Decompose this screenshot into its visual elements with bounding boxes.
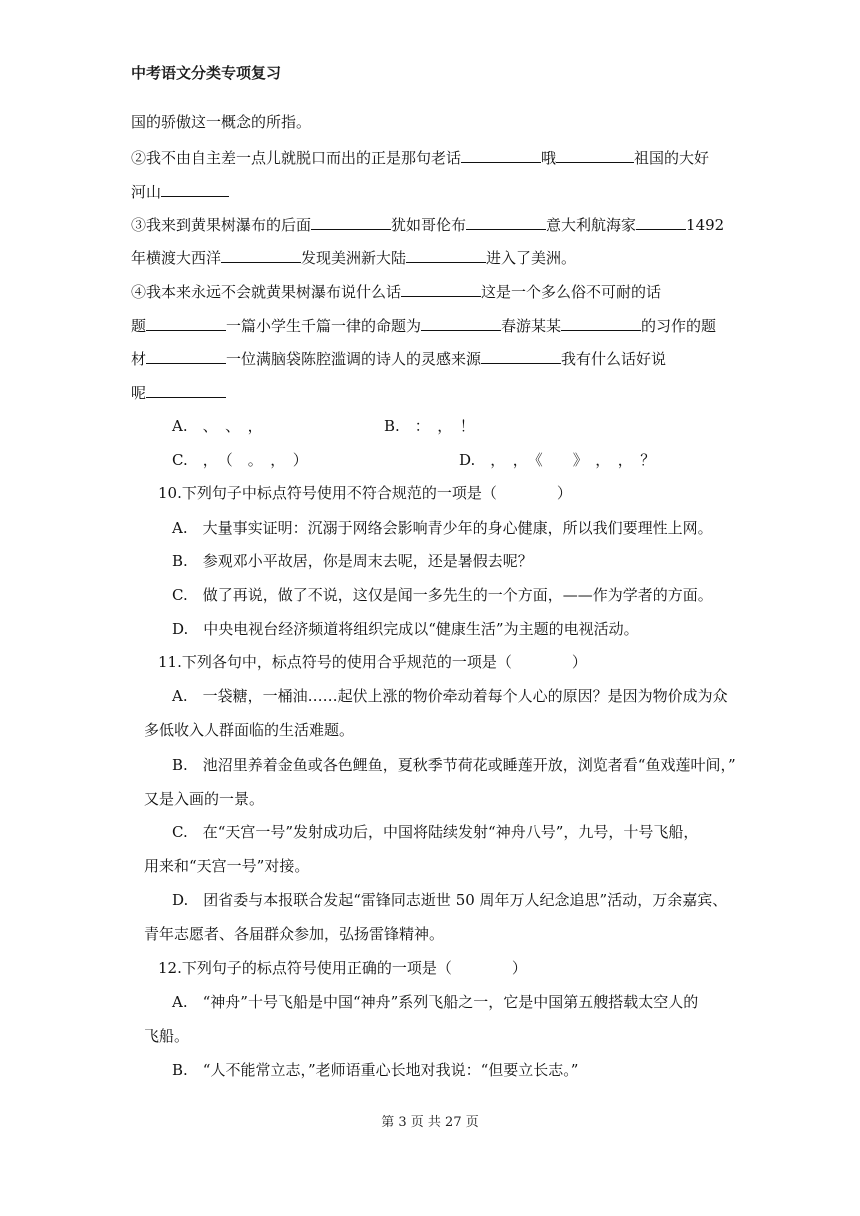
q11-option-d[interactable]: D. 团省委与本报联合发起“雷锋同志逝世 50 周年万人纪念追思”活动，万余嘉宾、 <box>172 891 728 909</box>
q9-sentence-4-cont-3 <box>131 382 226 403</box>
answer-blank[interactable] <box>561 315 641 331</box>
q9-sentence-4 <box>131 281 661 302</box>
answer-blank[interactable] <box>311 214 391 230</box>
q9-sentence-3 <box>131 214 724 235</box>
answer-blank[interactable] <box>481 348 561 364</box>
q10-stem: 10.下列句子中标点符号使用不符合规范的一项是（ ） <box>158 484 572 502</box>
q9-option-c[interactable]: C. ， （ 。 ， ） <box>172 451 308 469</box>
q12-option-a-cont: 飞船。 <box>144 1027 190 1045</box>
answer-blank[interactable] <box>146 315 226 331</box>
q9-option-d[interactable]: D. ， ， 《 》 ， ， ？ <box>459 451 656 469</box>
q9-sentence-2-cont <box>131 181 229 202</box>
page-number-footer: 第 3 页 共 27 页 <box>381 1115 479 1130</box>
q9-option-a[interactable]: A. 、 、 ， <box>172 417 263 435</box>
q9-s4-part-c: 题 <box>131 317 147 335</box>
answer-blank[interactable] <box>161 181 229 197</box>
q9-sentence-4-cont-2 <box>131 348 666 369</box>
q9-s4-part-d: 一篇小学生千篇一律的命题为 <box>226 317 422 335</box>
q9-s2-part-d: 河山 <box>131 183 162 201</box>
answer-blank[interactable] <box>146 348 226 364</box>
q12-option-b[interactable]: B. “人不能常立志，”老师语重心长地对我说：“但要立长志。” <box>172 1061 579 1079</box>
q9-text-line-1: 国的骄傲这一概念的所指。 <box>131 113 312 131</box>
q9-s2-part-b: 哦 <box>541 149 557 167</box>
q10-option-b[interactable]: B. 参观邓小平故居，你是周末去呢，还是暑假去呢？ <box>172 552 533 570</box>
q9-s4-part-e: 春游某某 <box>501 317 562 335</box>
answer-blank[interactable] <box>421 315 501 331</box>
q9-s4-part-a: ④我本来永远不会就黄果树瀑布说什么话 <box>131 283 402 301</box>
q11-option-d-cont: 青年志愿者、各届群众参加，弘扬雷锋精神。 <box>144 925 445 943</box>
q11-option-b-cont: 又是入画的一景。 <box>144 790 265 808</box>
answer-blank[interactable] <box>556 147 634 163</box>
answer-blank[interactable] <box>636 214 686 230</box>
q9-sentence-4-cont-1 <box>131 315 716 336</box>
q9-s2-part-c: 祖国的大好 <box>634 149 710 167</box>
q9-s2-part-a: ②我不由自主差一点儿就脱口而出的正是那句老话 <box>131 149 462 167</box>
q9-s3-part-g: 进入了美洲。 <box>486 249 577 267</box>
answer-blank[interactable] <box>461 147 541 163</box>
q9-sentence-3-cont <box>131 247 576 268</box>
q9-s4-part-i: 我有什么话好说 <box>561 350 667 368</box>
q9-s4-part-j: 呢 <box>131 384 147 402</box>
answer-blank[interactable] <box>221 247 301 263</box>
q9-s4-part-h: 一位满脑袋陈腔滥调的诗人的灵感来源 <box>226 350 482 368</box>
q9-sentence-2 <box>131 147 709 168</box>
q9-s3-part-f: 发现美洲新大陆 <box>301 249 407 267</box>
q11-stem: 11.下列各句中，标点符号的使用合乎规范的一项是（ ） <box>158 653 587 671</box>
q9-s3-part-d: 1492 <box>686 216 725 234</box>
q12-option-a[interactable]: A. “神舟”十号飞船是中国“神舟”系列飞船之一，它是中国第五艘搭载太空人的 <box>172 993 699 1011</box>
q11-option-a-cont: 多低收入人群面临的生活难题。 <box>144 721 355 739</box>
q10-option-a[interactable]: A. 大量事实证明：沉溺于网络会影响青少年的身心健康，所以我们要理性上网。 <box>172 519 713 537</box>
q10-option-d[interactable]: D. 中央电视台经济频道将组织完成以“健康生活”为主题的电视活动。 <box>172 620 639 638</box>
q11-option-a[interactable]: A. 一袋糖，一桶油……起伏上涨的物价牵动着每个人心的原因？是因为物价成为众 <box>172 687 728 705</box>
q11-option-c[interactable]: C. 在“天宫一号”发射成功后，中国将陆续发射“神舟八号”，九号，十号飞船， <box>172 823 699 841</box>
answer-blank[interactable] <box>146 382 226 398</box>
answer-blank[interactable] <box>466 214 546 230</box>
q10-option-c[interactable]: C. 做了再说，做了不说，这仅是闻一多先生的一个方面，——作为学者的方面。 <box>172 586 713 604</box>
q12-stem: 12.下列句子的标点符号使用正确的一项是（ ） <box>158 959 527 977</box>
q9-s3-part-e: 年横渡大西洋 <box>131 249 222 267</box>
q9-option-b[interactable]: B. ： ， ！ <box>384 417 475 435</box>
q9-s4-part-b: 这是一个多么俗不可耐的话 <box>481 283 662 301</box>
q9-s3-part-b: 犹如哥伦布 <box>391 216 467 234</box>
q9-s4-part-g: 材 <box>131 350 147 368</box>
answer-blank[interactable] <box>401 281 481 297</box>
q9-s3-part-c: 意大利航海家 <box>546 216 637 234</box>
answer-blank[interactable] <box>406 247 486 263</box>
q11-option-b[interactable]: B. 池沼里养着金鱼或各色鲤鱼，夏秋季节荷花或睡莲开放，浏览者看“鱼戏莲叶间，” <box>172 756 736 774</box>
q9-s4-part-f: 的习作的题 <box>641 317 717 335</box>
q11-option-c-cont: 用来和“天宫一号”对接。 <box>144 857 310 875</box>
q9-s3-part-a: ③我来到黄果树瀑布的后面 <box>131 216 312 234</box>
page-header-title: 中考语文分类专项复习 <box>131 64 282 82</box>
